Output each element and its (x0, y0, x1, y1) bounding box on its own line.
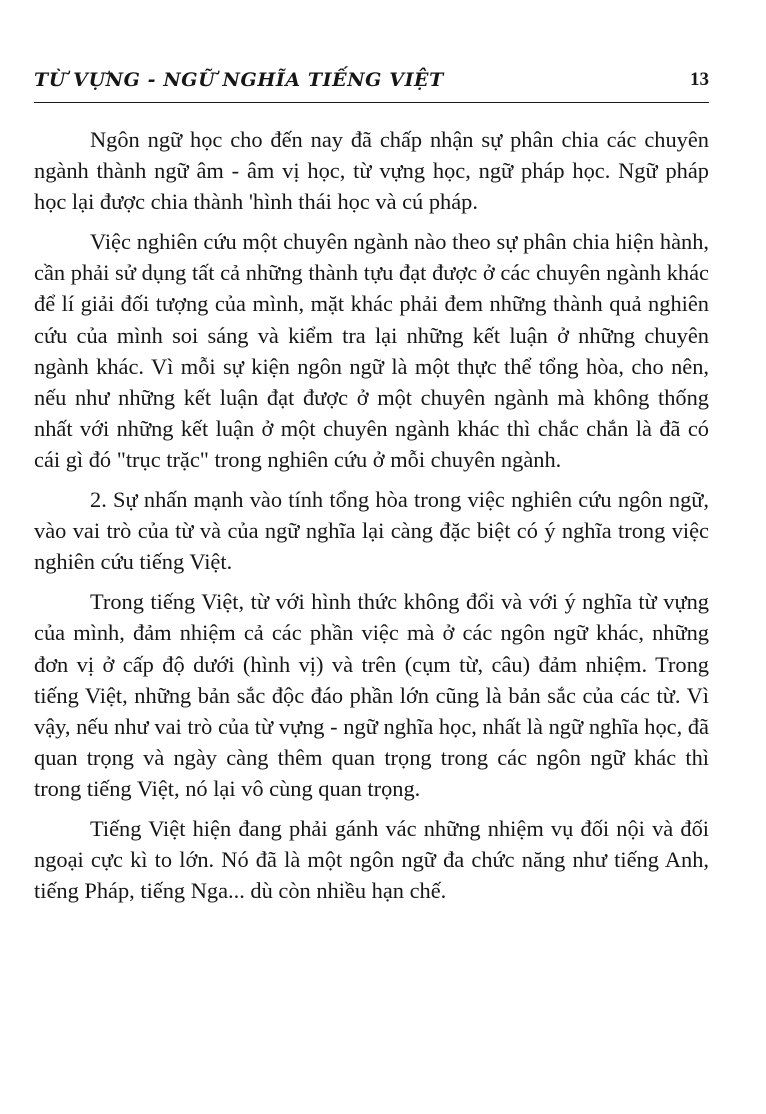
body-text (34, 124, 709, 906)
running-header (34, 66, 709, 103)
paragraph-subfields: Ngôn ngữ học cho đến nay đã chấp nhận sự phân chia các chuyên ngành thành ngữ âm - âm vị học, từ vựng học, ngữ pháp học. Ngữ pháp học lại được chia thành 'hình thái học và cú pháp. (34, 127, 709, 215)
paragraph-point-2: 2. Sự nhấn mạnh vào tính tổng hòa trong việc nghiên cứu ngôn ngữ, vào vai trò của từ và của ngữ nghĩa lại càng đặc biệt có ý nghĩa trong việc nghiên cứu tiếng Việt. (34, 487, 709, 575)
running-title: TỪ VỰNG - NGỮ NGHĨA TIẾNG VIỆT (34, 69, 444, 91)
page-number: 13 (690, 69, 709, 90)
paragraph-research-method: Việc nghiên cứu một chuyên ngành nào theo sự phân chia hiện hành, cần phải sử dụng tất cả những thành tựu đạt được ở các chuyên ngành khác để lí giải đối tượng của mình, mặt khác phải đem những thành quả nghiên cứu của mình soi sáng và kiểm tra lại những kết luận ở những chuyên ngành khác. Vì mỗi sự kiện ngôn ngữ là một thực thể tổng hòa, cho nên, nếu như những kết luận đạt được ở một chuyên ngành mà không thống nhất với những kết luận ở một chuyên ngành khác thì chắc chắn là đã có cái gì đó "trục trặc" trong nghiên cứu ở mỗi chuyên ngành. (34, 229, 709, 472)
paragraph-vietnamese-tasks: Tiếng Việt hiện đang phải gánh vác những nhiệm vụ đối nội và đối ngoại cực kì to lớn. Nó đã là một ngôn ngữ đa chức năng như tiếng Anh, tiếng Pháp, tiếng Nga... dù còn nhiều hạn chế. (34, 815, 709, 904)
paragraph-vietnamese-words: Trong tiếng Việt, từ với hình thức không đổi và với ý nghĩa từ vựng của mình, đảm nhiệm cả các phần việc mà ở các ngôn ngữ khác, những đơn vị ở cấp độ dưới (hình vị) và trên (cụm từ, câu) đảm nhiệm. Trong tiếng Việt, những bản sắc độc đáo phần lớn cũng là bản sắc của các từ. Vì vậy, nếu như vai trò của từ vựng - ngữ nghĩa học, nhất là ngữ nghĩa học, đã quan trọng và ngày càng thêm quan trọng trong các ngôn ngữ khác thì trong tiếng Việt, nó lại vô cùng quan trọng. (34, 589, 709, 801)
